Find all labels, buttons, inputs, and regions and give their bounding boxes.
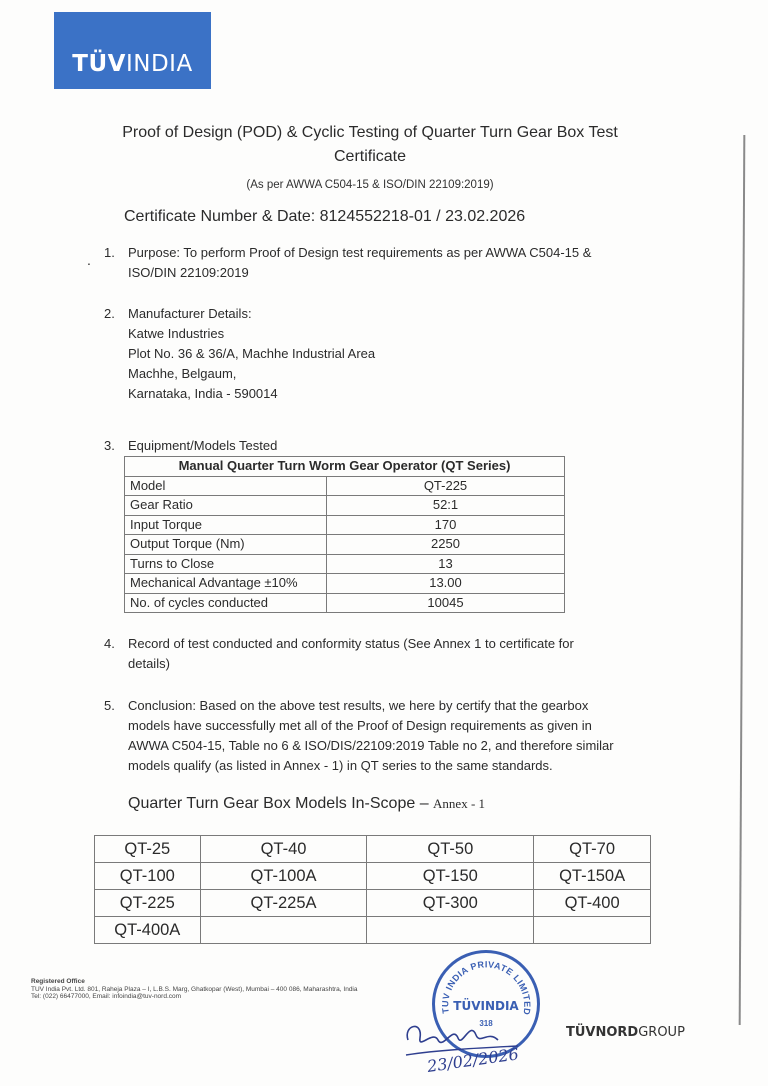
registered-office-address: TUV India Pvt. Ltd. 801, Raheja Plaza – I, L.B.S. Marg, Ghatkopar (West), Mumbai – 400 086, Maharashtra, India — [31, 985, 358, 993]
registered-office-contact: Tel: (022) 66477000, Email: infoindia@tuv-nord.com — [31, 993, 182, 1000]
spec-value: 2250 — [327, 535, 565, 555]
table-row — [125, 593, 565, 613]
title-line-1: Proof of Design (POD) & Cyclic Testing of Quarter Turn Gear Box Test — [122, 124, 618, 141]
annex-title — [128, 795, 485, 813]
signature-icon — [398, 1010, 538, 1080]
conclusion-line-2: models have successfully met all of the Proof of Design requirements as given in — [128, 718, 592, 733]
item-number: 5. — [104, 698, 115, 713]
model-cell: QT-150 — [367, 863, 534, 890]
tuv-nord-group-logo — [566, 1025, 685, 1040]
model-cell: QT-100 — [95, 863, 201, 890]
model-cell: QT-400A — [95, 917, 201, 944]
spec-value: 52:1 — [327, 496, 565, 516]
spec-value: QT-225 — [327, 476, 565, 496]
registered-office — [31, 978, 358, 1001]
purpose-line-2: ISO/DIN 22109:2019 — [128, 265, 249, 280]
table-row — [95, 890, 651, 917]
spec-label: Input Torque — [125, 515, 327, 535]
spec-label: No. of cycles conducted — [125, 593, 327, 613]
spec-label: Model — [125, 476, 327, 496]
manufacturer-address-2: Machhe, Belgaum, — [128, 366, 237, 381]
model-cell: QT-300 — [367, 890, 534, 917]
spec-label: Output Torque (Nm) — [125, 535, 327, 555]
tuv-india-logo — [54, 12, 211, 89]
signature — [398, 1010, 538, 1085]
item-number: 2. — [104, 306, 115, 321]
spec-value: 10045 — [327, 593, 565, 613]
spec-value: 13 — [327, 554, 565, 574]
manufacturer-name: Katwe Industries — [128, 326, 225, 341]
model-cell: QT-225 — [95, 890, 201, 917]
table-row — [95, 917, 651, 944]
manufacturer-heading: Manufacturer Details: — [128, 306, 252, 321]
table-row — [125, 574, 565, 594]
table-row — [125, 476, 565, 496]
manufacturer-address-1: Plot No. 36 & 36/A, Machhe Industrial Area — [128, 346, 376, 361]
spec-value: 170 — [327, 515, 565, 535]
table-row — [95, 863, 651, 890]
annex-models-table — [94, 835, 651, 944]
registered-office-label: Registered Office — [31, 978, 85, 985]
model-cell: QT-100A — [200, 863, 367, 890]
table-row — [125, 515, 565, 535]
spec-table-header: Manual Quarter Turn Worm Gear Operator (QT Series) — [125, 457, 565, 477]
manufacturer-address-3: Karnataka, India - 590014 — [128, 386, 278, 401]
document-title — [100, 121, 640, 169]
spec-label: Mechanical Advantage ±10% — [125, 574, 327, 594]
conclusion-line-4: models qualify (as listed in Annex - 1) in QT series to the same standards. — [128, 758, 553, 773]
model-cell — [367, 917, 534, 944]
stamp-ring-text: TUV INDIA PRIVATE LIMITED — [440, 959, 533, 1016]
record-line-1: Record of test conducted and conformity status (See Annex 1 to certificate for — [128, 636, 574, 651]
record-line-2: details) — [128, 656, 170, 671]
group-bold: TÜVNORD — [566, 1025, 639, 1040]
conclusion-line-3: AWWA C504-15, Table no 6 & ISO/DIS/22109:2019 Table no 2, and therefore similar — [128, 738, 614, 753]
spec-label: Turns to Close — [125, 554, 327, 574]
model-cell: QT-400 — [534, 890, 651, 917]
stamp-code: 318 — [479, 1019, 493, 1028]
model-cell: QT-150A — [534, 863, 651, 890]
logo-bold-text: TÜV — [72, 51, 126, 77]
stray-dot: . — [87, 252, 91, 268]
item-number: 1. — [104, 245, 115, 260]
logo-light-text: INDIA — [125, 51, 193, 77]
group-light: GROUP — [638, 1025, 685, 1040]
table-row — [125, 554, 565, 574]
model-cell — [534, 917, 651, 944]
annex-title-suffix: Annex - 1 — [433, 796, 486, 811]
certificate-number: Certificate Number & Date: 8124552218-01 / 23.02.2026 — [124, 208, 526, 225]
table-row — [125, 535, 565, 555]
table-row — [125, 496, 565, 516]
equipment-heading: Equipment/Models Tested — [128, 438, 278, 453]
model-cell: QT-40 — [200, 836, 367, 863]
purpose-line-1: Purpose: To perform Proof of Design test requirements as per AWWA C504-15 & — [128, 245, 592, 260]
table-row — [95, 836, 651, 863]
spec-table — [124, 456, 565, 613]
model-cell: QT-225A — [200, 890, 367, 917]
item-number: 3. — [104, 438, 115, 453]
model-cell: QT-50 — [367, 836, 534, 863]
spec-label: Gear Ratio — [125, 496, 327, 516]
model-cell — [200, 917, 367, 944]
model-cell: QT-25 — [95, 836, 201, 863]
title-line-2: Certificate — [333, 148, 407, 165]
signature-date: 23/02/2026 — [425, 1044, 520, 1076]
standard-reference: (As per AWWA C504-15 & ISO/DIN 22109:2019) — [246, 179, 494, 191]
stamp-brand: TÜVINDIA — [453, 999, 519, 1013]
item-number: 4. — [104, 636, 115, 651]
model-cell: QT-70 — [534, 836, 651, 863]
annex-title-main: Quarter Turn Gear Box Models In-Scope – — [128, 795, 434, 812]
conclusion-line-1: Conclusion: Based on the above test results, we here by certify that the gearbox — [128, 698, 589, 713]
page-edge-line — [739, 135, 746, 1025]
spec-value: 13.00 — [327, 574, 565, 594]
